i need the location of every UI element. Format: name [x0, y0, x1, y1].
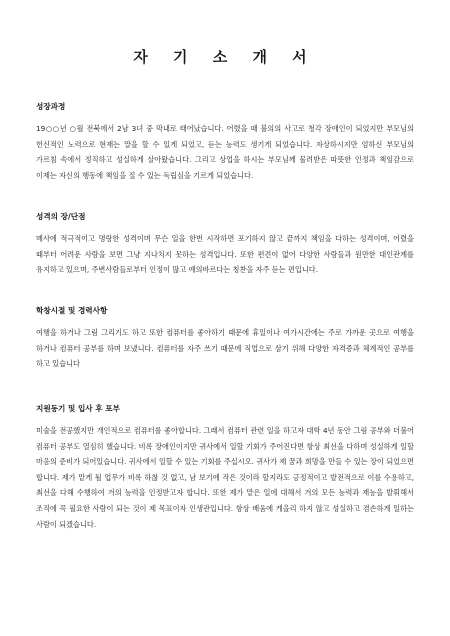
section-heading-school-career: 학창시절 및 경력사항	[36, 306, 108, 315]
section-body-growth: 19○○년 ○월 전북에서 2남 3녀 중 막내로 태어났습니다. 어렸을 때 불의의 사고로 청각 장애인이 되었지만 부모님의 헌신적인 노력으로 현재는 말을 할 수 있게 되었고, 듣는 능력도 생기게 되었습니다. 자상하시지만 엄하신 부모님의 가르침 속에서 정직하고 성실하게 살아왔습니다. 그리고 상업을 하시는 부모님께 물려받은 따뜻한 인정과 책임감으로 이제는 자신의 행동에 책임을 질 수 있는 독립심을 기르게 되었습니다.	[36, 124, 414, 180]
section-body-motivation: 미술을 전공했지만 개인적으로 컴퓨터를 좋아합니다. 그래서 컴퓨터 관련 일을 하고자 대학 4년 동안 그림 공부와 더불어 컴퓨터 공부도 열심히 했습니다. 비록 장애인이지만 귀사에서 일할 기회가 주어진다면 항상 최선을 다하며 성실하게 일할 마음의 준비가 되어있습니다. 귀사에서 일할 수 있는 기회를 주십시오. 귀사가 제 꿈과 희망을 만들 수 있는 장이 되었으면 합니다. 제가 맡게 될 업무가 비록 하찮 것 없고, 남 보기에 작은 것이라 할지라도 긍정적이고 발전적으로 이를 수용하고, 최선을 다해 수행하여 겨의 능력을 인정받고자 합니다. 또한 제가 맡은 일에 대해서 겨의 모든 능력과 재능을 발휘해서 조직에 꼭 필요한 사람이 되는 것이 제 목표이자 인생관입니다. 항상 배움에 게을리 하지 않고 성실하고 겸손하게 일하는 사람이 되겠습니다.	[36, 426, 414, 529]
section-growth	[36, 101, 414, 183]
section-heading-motivation: 지원동기 및 입사 후 포부	[36, 404, 120, 413]
section-heading-personality: 성격의 장/단점	[36, 212, 86, 221]
section-body-personality: 매사에 적극적이고 명랑한 성격이며 무슨 일을 한번 시작하면 포기하지 않고 끝까지 책임을 다하는 성격이며, 어렸을 때부터 어려운 사람을 보면 그냥 지나치지 못하는 성격입니다. 또한 편견이 없어 다양한 사람들과 원만한 대인관계를 유지하고 있으며, 주변사람들로부터 인정이 많고 예의바르다는 칭찬을 자주 듣는 편입니다.	[36, 234, 414, 275]
section-motivation	[36, 403, 414, 532]
section-personality	[36, 211, 414, 278]
section-school-career	[36, 305, 414, 372]
section-heading-growth: 성장과정	[36, 102, 66, 111]
section-body-school-career: 여행을 하거나 그림 그리기도 하고 또한 컴퓨터를 좋아하기 때문에 휴일이나 여가시간에는 주로 가까운 곳으로 여행을 하거나 컴퓨터 공부를 하며 보냈니다. 컴퓨터를 자주 쓰기 때문에 직업으로 삼기 위해 다양한 자격증과 체계적인 공부를 하고 있습니다	[36, 328, 414, 369]
document-title: 자 기 소 개 서	[133, 48, 317, 66]
